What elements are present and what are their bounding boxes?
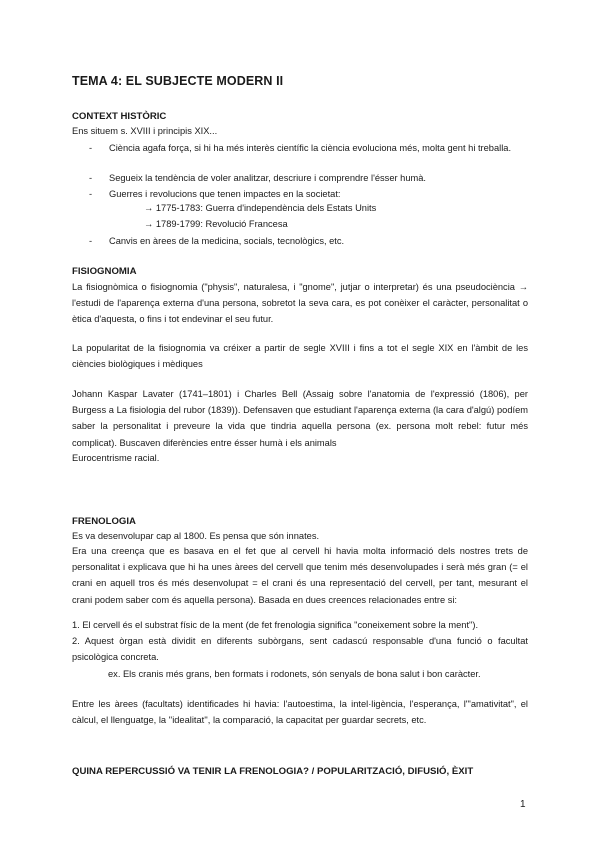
- section-heading-context: CONTEXT HISTÒRIC: [72, 111, 167, 122]
- paragraph: Es va desenvolupar cap al 1800. Es pensa que són innates.: [72, 531, 320, 541]
- numbered-item: 2. Aquest òrgan està dividit en diferents subòrgans, sent cadascú responsable d'una funció o facultat psicològica concreta.: [72, 636, 528, 663]
- paragraph: Entre les àrees (facultats) identificades hi havia: l'autoestima, la intel·ligència, l'esperança, l'"amativitat", el càlcul, el llenguatge, la ''idealitat'', la comparació, la capacitat per guardar secrets, etc.: [72, 699, 528, 726]
- bullet-dash: -: [89, 143, 93, 153]
- bullet-dash: -: [89, 173, 93, 183]
- bullet-text: Canvis en àrees de la medicina, socials, tecnològics, etc.: [109, 236, 345, 246]
- section-heading-fisiognomia: FISIOGNOMIA: [72, 266, 137, 277]
- context-intro: Ens situem s. XVIII i principis XIX...: [72, 126, 218, 136]
- sub-list-item: → 1789-1799: Revolució Francesa: [144, 219, 288, 229]
- bullet-text: Ciència agafa força, si hi ha més interès científic la ciència evoluciona més, molta gent hi treballa.: [109, 143, 512, 153]
- paragraph: La popularitat de la fisiognomia va créixer a partir de segle XVIII i fins a tot el segle XIX en l'àmbit de les ciències biològiques i mèdiques: [72, 343, 528, 370]
- bullet-dash: -: [89, 236, 93, 246]
- bullet-text: Segueix la tendència de voler analitzar, descriure i comprendre l'ésser humà.: [109, 173, 427, 183]
- page-number: 1: [520, 799, 526, 810]
- numbered-item: 1. El cervell és el substrat físic de la ment (de fet frenologia significa "coneixement sobre la ment").: [72, 620, 479, 630]
- paragraph: La fisiognòmica o fisiognomia ("physis", naturalesa, i "gnome", jutjar o interpretar) és una pseudociència → l'estudi de l'aparença externa d'una persona, sobretot la seva cara, es pot conèixer el caràcter, personalitat o ètica d'aquesta, o fins i tot endevinar el seu futur.: [72, 282, 528, 325]
- bullet-text: Guerres i revolucions que tenen impactes en la societat:: [109, 189, 341, 199]
- section-heading-frenologia: FRENOLOGIA: [72, 516, 136, 527]
- page-title: TEMA 4: EL SUBJECTE MODERN II: [72, 74, 284, 88]
- bullet-dash: -: [89, 189, 93, 199]
- paragraph: Era una creença que es basava en el fet que al cervell hi havia molta informació dels nostres trets de personalitat i explicava que hi ha unes àrees del cervell que tenim més desenvolupades i serà més gran (= el crani en aquell tros és més desenvolupat = el crani és una representació del cervell, per tant, mesurant el crani podem saber com és aquella persona). Basada en dues creences relacionades entre si:: [72, 546, 528, 605]
- example-line: ex. Els cranis més grans, ben formats i rodonets, són senyals de bona salut i bon caràcter.: [108, 669, 481, 679]
- section-heading-question: QUINA REPERCUSSIÓ VA TENIR LA FRENOLOGIA? / POPULARITZACIÓ, DIFUSIÓ, ÈXIT: [72, 766, 474, 777]
- paragraph: Eurocentrisme racial.: [72, 453, 160, 463]
- sub-list-item: → 1775-1783: Guerra d'independència dels Estats Units: [144, 203, 377, 213]
- paragraph: Johann Kaspar Lavater (1741–1801) i Charles Bell (Assaig sobre l'anatomia de l'expressió (1806), per Burgess a La fisiologia del rubor (1839)). Defensaven que estudiant l'aparença externa (la cara d'algú) podíem saber la personalitat i preveure la vida que tindria aquella persona (ex. persona molt rebel: futur més complicat). Buscaven diferències entre ésser humà i els animals: [72, 389, 528, 448]
